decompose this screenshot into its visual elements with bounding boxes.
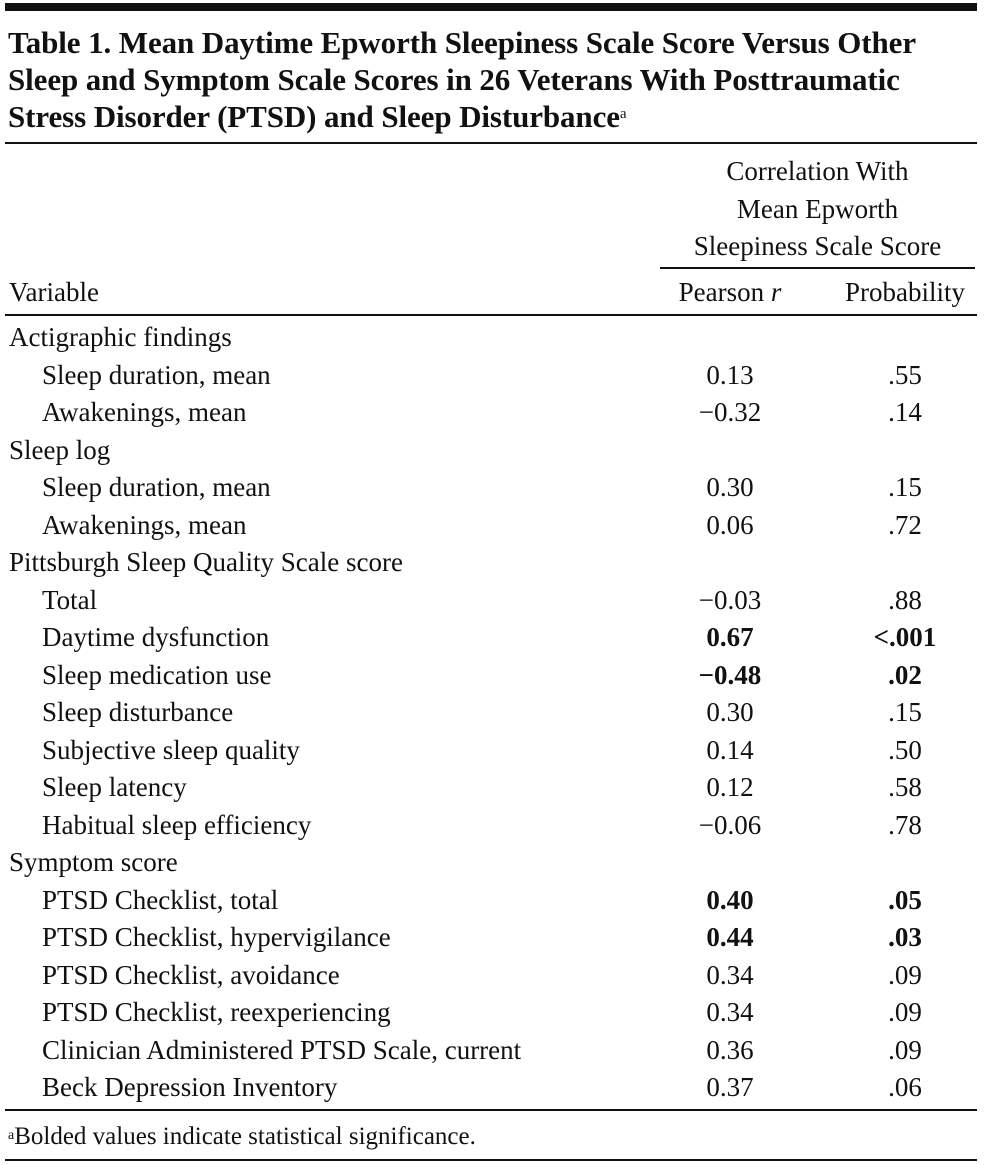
probability-value: .15 — [888, 472, 922, 502]
table-row — [0, 1032, 987, 1070]
row-label: Sleep medication use — [42, 659, 272, 690]
table-title-text: Table 1. Mean Daytime Epworth Sleepiness Scale Score Versus Other Sleep and Symptom Scale Scores in 26 Veterans With Posttraumatic Stress Disorder (PTSD) and Sleep Disturbance — [8, 25, 916, 134]
table-row — [0, 657, 987, 695]
row-label: PTSD Checklist, reexperiencing — [42, 997, 391, 1027]
row-label: PTSD Checklist, hypervigilance — [42, 922, 391, 952]
table-row — [0, 619, 987, 657]
row-label: Habitual sleep efficiency — [42, 809, 312, 840]
row-label: Pittsburgh Sleep Quality Scale score — [9, 547, 403, 577]
row-label: Awakenings, mean — [42, 509, 247, 540]
probability-value: .78 — [888, 809, 922, 840]
pearson-r-value: 0.37 — [706, 1072, 754, 1102]
pearson-r-value: 0.14 — [706, 734, 754, 765]
probability-value: .09 — [888, 959, 922, 990]
probability-value: .58 — [888, 772, 922, 802]
title-rule — [5, 142, 977, 144]
pearson-r-value: 0.13 — [706, 359, 754, 390]
probability-value: .15 — [888, 697, 922, 727]
table-row — [0, 807, 987, 845]
probability-value: <.001 — [873, 622, 937, 652]
table-group-row — [0, 544, 987, 582]
row-label: PTSD Checklist, total — [42, 884, 279, 915]
column-group-header — [660, 153, 975, 266]
probability-value: .06 — [888, 1072, 922, 1102]
table-body — [0, 319, 987, 1107]
row-label: Sleep disturbance — [42, 697, 234, 727]
pearson-r-value: 0.30 — [706, 697, 754, 727]
row-label: PTSD Checklist, avoidance — [42, 959, 340, 990]
table-row — [0, 882, 987, 920]
pearson-r-value: −0.48 — [698, 659, 762, 690]
group-header-line: Sleepiness Scale Score — [693, 231, 942, 261]
probability-value: .55 — [888, 359, 922, 390]
footnote-marker: a — [8, 1128, 15, 1143]
table-row — [0, 994, 987, 1032]
table-row — [0, 769, 987, 807]
table-row — [0, 919, 987, 957]
probability-value: .03 — [888, 922, 922, 952]
pearson-r-value: 0.12 — [706, 772, 754, 802]
row-label: Subjective sleep quality — [42, 734, 300, 765]
pearson-r-value: 0.06 — [706, 509, 754, 540]
row-label: Daytime dysfunction — [42, 622, 270, 652]
row-label: Actigraphic findings — [9, 322, 232, 352]
pearson-r-value: −0.03 — [698, 584, 762, 615]
table-row — [0, 957, 987, 995]
group-header-line: Correlation With — [726, 156, 909, 186]
table-group-row — [0, 319, 987, 357]
pearson-r-value: 0.34 — [706, 997, 754, 1027]
pearson-r-value: 0.36 — [706, 1034, 754, 1065]
table-footnote — [8, 1120, 476, 1154]
probability-value: .50 — [888, 734, 922, 765]
pearson-r-value: 0.30 — [706, 472, 754, 502]
column-header-variable: Variable — [9, 277, 99, 307]
table-row — [0, 394, 987, 432]
footnote-text: Bolded values indicate statistical significance. — [14, 1123, 476, 1150]
row-label: Beck Depression Inventory — [42, 1072, 338, 1102]
probability-value: .72 — [888, 509, 922, 540]
table-row — [0, 582, 987, 620]
pearson-r-value: −0.06 — [698, 809, 762, 840]
probability-value: .14 — [888, 397, 922, 427]
table-group-row — [0, 844, 987, 882]
pearson-label: Pearson — [678, 277, 771, 307]
pearson-r-value: 0.40 — [706, 884, 754, 915]
pearson-r-value: 0.67 — [706, 622, 754, 652]
row-label: Clinician Administered PTSD Scale, current — [42, 1034, 522, 1065]
footnote-rule — [5, 1159, 977, 1161]
table-group-row — [0, 432, 987, 470]
row-label: Sleep duration, mean — [42, 359, 271, 390]
probability-value: .02 — [888, 659, 922, 690]
group-header-rule — [660, 267, 975, 269]
pearson-r-value: −0.32 — [698, 397, 762, 427]
pearson-r-symbol: r — [770, 277, 782, 307]
row-label: Symptom score — [9, 847, 178, 877]
table-row — [0, 469, 987, 507]
row-label: Total — [42, 584, 98, 615]
probability-value: .09 — [888, 997, 922, 1027]
pearson-r-value: 0.34 — [706, 959, 754, 990]
row-label: Sleep latency — [42, 772, 187, 802]
table-row — [0, 732, 987, 770]
footnote-marker: a — [619, 106, 627, 122]
row-label: Sleep duration, mean — [42, 472, 271, 502]
table-bottom-rule — [5, 1109, 977, 1111]
column-header-pearson — [640, 274, 820, 312]
table-top-rule — [5, 3, 977, 11]
row-label: Sleep log — [9, 434, 111, 465]
table-title — [8, 24, 983, 135]
group-header-line: Mean Epworth — [736, 193, 899, 224]
probability-value: .88 — [888, 584, 922, 615]
table-row — [0, 1069, 987, 1107]
column-header-probability: Probability — [845, 277, 965, 307]
table-row — [0, 507, 987, 545]
probability-value: .05 — [888, 884, 922, 915]
row-label: Awakenings, mean — [42, 397, 247, 427]
table-row — [0, 357, 987, 395]
probability-value: .09 — [888, 1034, 922, 1065]
pearson-r-value: 0.44 — [706, 922, 754, 952]
table-row — [0, 694, 987, 732]
header-rule — [5, 314, 977, 316]
